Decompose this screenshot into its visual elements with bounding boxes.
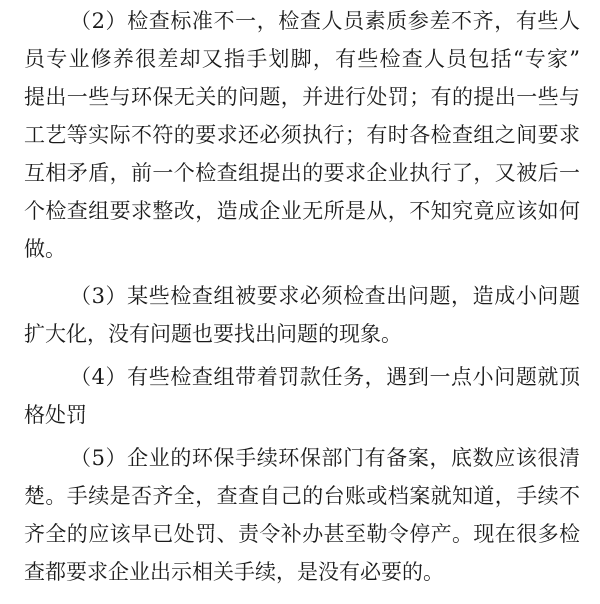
paragraph-2-line-4: 工艺等实际不符的要求还必须执行；有时各检查组之间要求 [24,123,580,147]
paragraph-2-line-1: （2）检查标准不一，检查人员素质参差不齐，有些人 [70,9,580,33]
paragraph-3-line-1: （3）某些检查组被要求必须检查出问题，造成小问题 [70,284,580,308]
paragraph-2-line-5: 互相矛盾，前一个检查组提出的要求企业执行了，又被后一 [24,161,580,185]
paragraph-5-line-1: （5）企业的环保手续环保部门有备案，底数应该很清 [70,446,580,470]
paragraph-2-line-6: 个检查组要求整改，造成企业无所是从，不知究竟应该如何 [24,199,580,223]
paragraph-2-line-2: 员专业修养很差却又指手划脚，有些检查人员包括“专家” [24,47,580,71]
paragraph-4-line-2: 格处罚 [24,403,87,427]
paragraph-2-line-3: 提出一些与环保无关的问题，并进行处罚；有的提出一些与 [24,85,580,109]
paragraph-2-line-7: 做。 [24,237,66,261]
paragraph-4-line-1: （4）有些检查组带着罚款任务，遇到一点小问题就顶 [70,365,580,389]
paragraph-5-line-2: 楚。手续是否齐全，查查自己的台账或档案就知道，手续不 [24,484,580,508]
paragraph-5-line-4: 查都要求企业出示相关手续，是没有必要的。 [24,560,444,584]
paragraph-3-line-2: 扩大化，没有问题也要找出问题的现象。 [24,322,402,346]
paragraph-5-line-3: 齐全的应该早已处罚、责令补办甚至勒令停产。现在很多检 [24,522,580,546]
